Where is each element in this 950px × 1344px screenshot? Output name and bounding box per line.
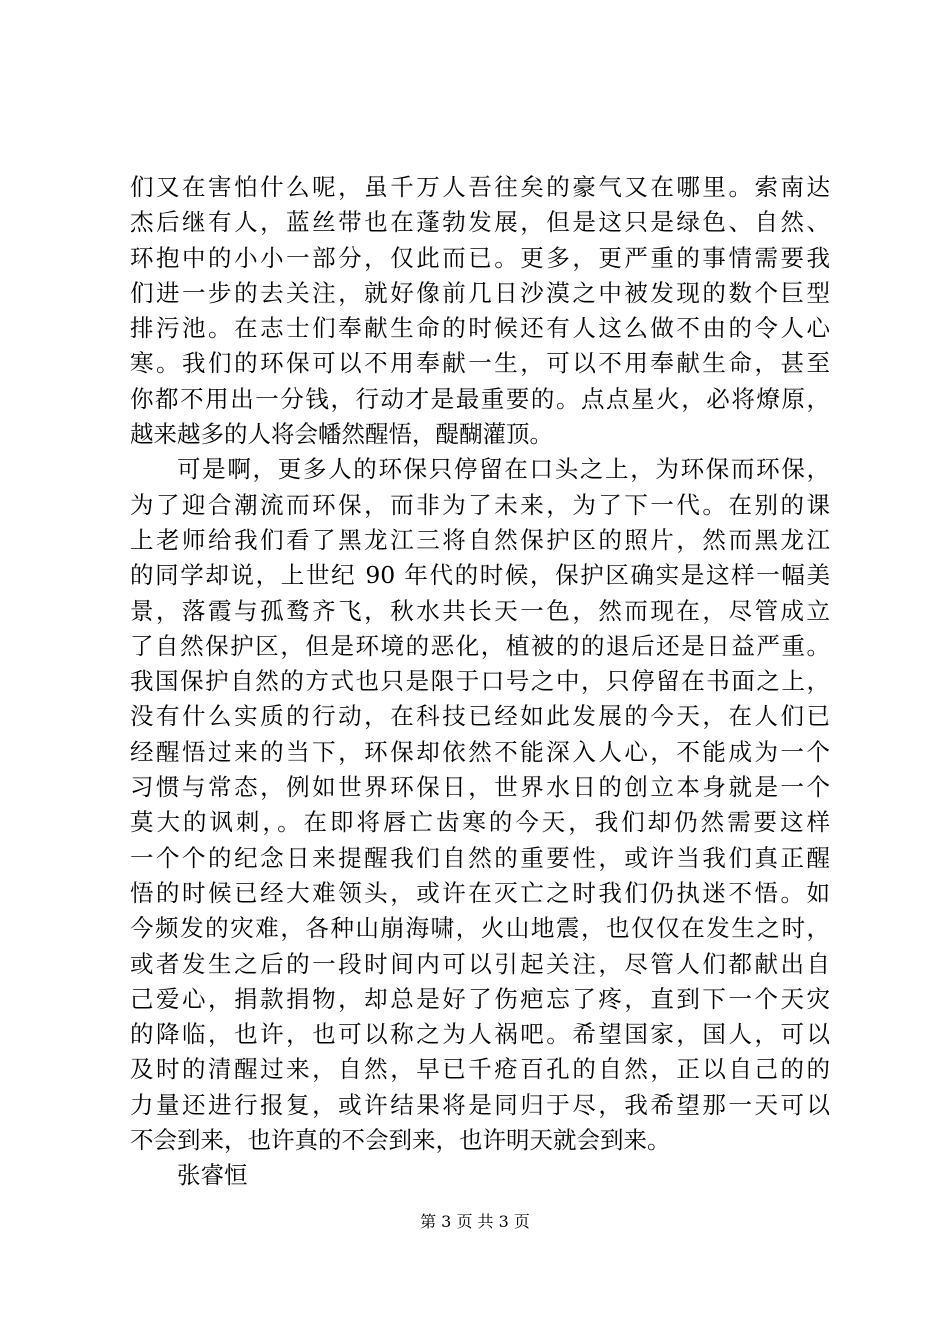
paragraph-2-line: 可是啊，更多人的环保只停留在口头之上，为环保而环保， <box>177 455 830 484</box>
paragraph-2-line: 己爱心，捐款捐物，却总是好了伤疤忘了疼，直到下一个天灾 <box>130 984 830 1013</box>
paragraph-1-line: 越来越多的人将会幡然醒悟，醍醐灌顶。 <box>130 420 553 449</box>
paragraph-2-line: 为了迎合潮流而环保，而非为了未来，为了下一代。在别的课 <box>130 490 830 519</box>
paragraph-1-line: 们又在害怕什么呢，虽千万人吾往矣的豪气又在哪里。索南达 <box>130 173 830 201</box>
paragraph-2-line: 或者发生之后的一段时间内可以引起关注，尽管人们都献出自 <box>130 949 830 978</box>
paragraph-2-line: 一个个的纪念日来提醒我们自然的重要性，或许当我们真正醒 <box>130 843 830 872</box>
paragraph-2-line: 及时的清醒过来，自然，早已千疮百孔的自然，正以自己的的 <box>130 1055 830 1084</box>
paragraph-2-line: 的降临，也许，也可以称之为人祸吧。希望国家，国人，可以 <box>130 1020 830 1049</box>
paragraph-2-line: 习惯与常态，例如世界环保日，世界水日的创立本身就是一个 <box>130 773 830 802</box>
paragraph-2-line: 力量还进行报复，或许结果将是同归于尽，我希望那一天可以 <box>130 1090 830 1119</box>
paragraph-1-line: 杰后继有人，蓝丝带也在蓬勃发展，但是这只是绿色、自然、 <box>130 208 830 237</box>
paragraph-2-line: 上老师给我们看了黑龙江三将自然保护区的照片，然而黑龙江 <box>130 525 830 554</box>
document-body <box>130 170 830 1194</box>
paragraph-1-line: 环抱中的小小一部分，仅此而已。更多，更严重的事情需要我 <box>130 243 830 272</box>
paragraph-2-line: 的同学却说，上世纪 90 年代的时候，保护区确实是这样一幅美 <box>130 561 830 590</box>
paragraph-2-line: 不会到来，也许真的不会到来，也许明天就会到来。 <box>130 1126 671 1155</box>
paragraph-2-line: 了自然保护区，但是环境的恶化，植被的的退后还是日益严重。 <box>130 631 830 660</box>
page-number-label: 第 3 页 共 3 页 <box>420 1212 530 1231</box>
paragraph-2-line: 没有什么实质的行动，在科技已经如此发展的今天，在人们已 <box>130 702 830 731</box>
paragraph-2-line: 经醒悟过来的当下，环保却依然不能深入人心，不能成为一个 <box>130 737 830 766</box>
author-signature: 张睿恒 <box>177 1161 248 1190</box>
paragraph-1-line: 寒。我们的环保可以不用奉献一生，可以不用奉献生命，甚至 <box>130 349 830 378</box>
paragraph-1-line: 你都不用出一分钱，行动才是最重要的。点点星火，必将燎原， <box>130 384 830 413</box>
paragraph-1-line: 排污池。在志士们奉献生命的时候还有人这么做不由的令人心 <box>130 314 830 343</box>
paragraph-2-line: 景，落霞与孤鹜齐飞，秋水共长天一色，然而现在，尽管成立 <box>130 596 830 625</box>
paragraph-2-line: 我国保护自然的方式也只是限于口号之中，只停留在书面之上， <box>130 667 830 696</box>
page-footer <box>0 1212 950 1232</box>
paragraph-2-line: 莫大的讽刺，。在即将唇亡齿寒的今天，我们却仍然需要这样 <box>130 808 830 837</box>
paragraph-2-line: 悟的时候已经大难领头，或许在灭亡之时我们仍执迷不悟。如 <box>130 878 830 907</box>
paragraph-2-line: 今频发的灾难，各种山崩海啸，火山地震，也仅仅在发生之时， <box>130 914 830 943</box>
paragraph-1-line: 们进一步的去关注，就好像前几日沙漠之中被发现的数个巨型 <box>130 278 830 307</box>
